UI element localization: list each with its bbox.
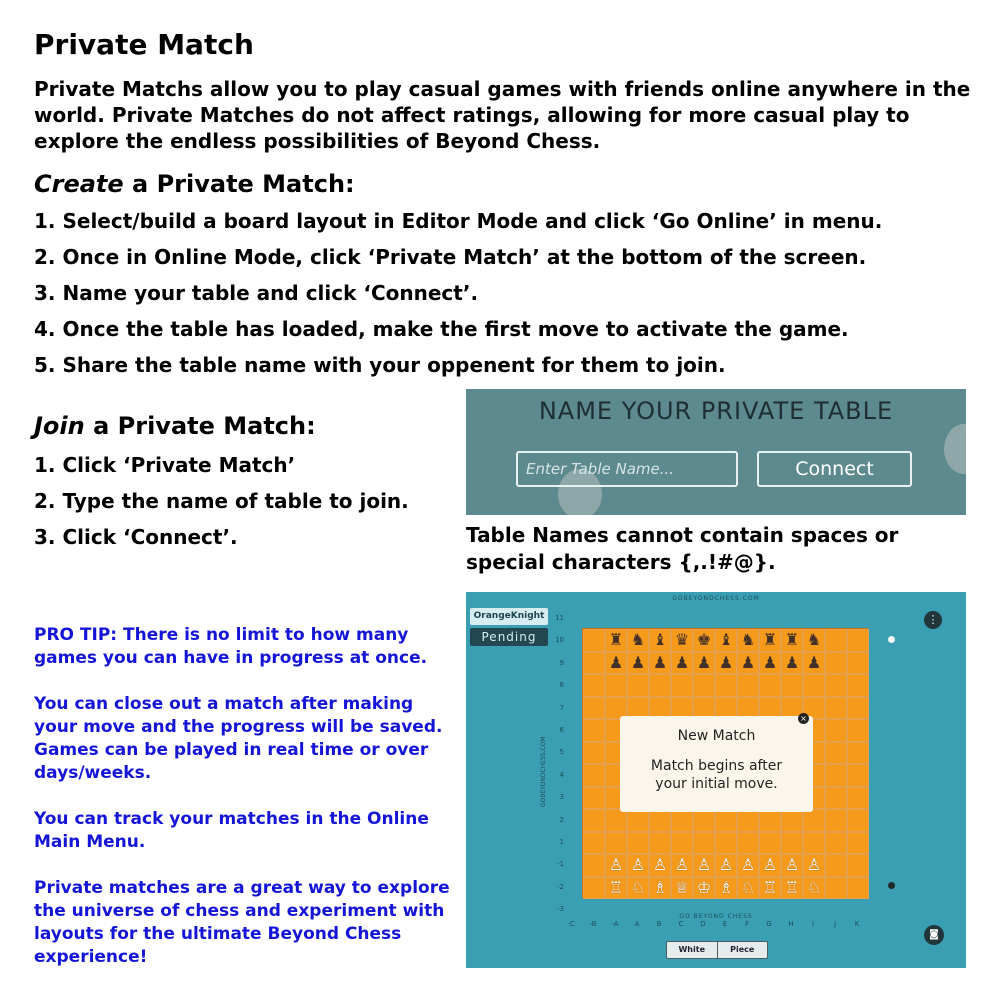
board-square[interactable] bbox=[847, 787, 869, 810]
board-square[interactable] bbox=[693, 674, 715, 697]
white-chess-piece[interactable]: ♘ bbox=[630, 877, 646, 897]
board-square[interactable] bbox=[605, 674, 627, 697]
board-square[interactable] bbox=[715, 832, 737, 855]
join-heading bbox=[34, 412, 316, 440]
black-chess-piece[interactable]: ♞ bbox=[740, 630, 756, 649]
site-watermark-left: GOBEYONDCHESS.COM bbox=[540, 736, 547, 807]
rank-label: 3 bbox=[559, 793, 564, 802]
join-heading-rest: a Private Match: bbox=[84, 412, 316, 440]
board-square[interactable] bbox=[583, 809, 605, 832]
board-square[interactable] bbox=[649, 674, 671, 697]
white-chess-piece[interactable]: ♗ bbox=[718, 877, 734, 897]
create-step: 4. Once the table has loaded, make the first move to activate the game. bbox=[34, 317, 849, 341]
rank-label: 6 bbox=[559, 726, 564, 734]
close-icon[interactable]: × bbox=[798, 713, 809, 724]
board-square[interactable] bbox=[627, 809, 649, 832]
player-name-badge: OrangeKnight bbox=[470, 608, 548, 625]
file-label: G bbox=[766, 920, 772, 928]
create-heading-em: Create bbox=[34, 170, 124, 198]
rank-label: 7 bbox=[559, 703, 564, 712]
file-label: H bbox=[788, 920, 794, 928]
board-square[interactable] bbox=[759, 832, 781, 855]
black-chess-piece[interactable]: ♛ bbox=[674, 630, 690, 649]
board-square[interactable] bbox=[803, 832, 825, 855]
view-mode-toggle bbox=[666, 941, 768, 959]
connect-button[interactable]: Connect bbox=[757, 451, 912, 487]
board-square[interactable] bbox=[583, 674, 605, 697]
file-label: C bbox=[678, 920, 684, 928]
file-label: A bbox=[634, 920, 640, 928]
file-label: -A bbox=[611, 920, 619, 928]
board-square[interactable] bbox=[847, 652, 869, 675]
board-square[interactable] bbox=[825, 764, 847, 787]
board-square[interactable] bbox=[759, 674, 781, 697]
board-square[interactable] bbox=[781, 832, 803, 855]
board-square[interactable] bbox=[847, 832, 869, 855]
board-square[interactable] bbox=[693, 832, 715, 855]
board-square[interactable] bbox=[583, 697, 605, 720]
file-label: J bbox=[833, 920, 837, 928]
board-square[interactable] bbox=[847, 742, 869, 765]
board-square[interactable] bbox=[847, 674, 869, 697]
popup-message: Match begins after your initial move. bbox=[650, 758, 783, 792]
pro-tip-paragraph: Private matches are a great way to explore the universe of chess and experiment with layouts for the ultimate Beyond Chess experience! bbox=[34, 878, 450, 967]
board-square[interactable] bbox=[693, 809, 715, 832]
board-square[interactable] bbox=[847, 697, 869, 720]
file-label: I bbox=[811, 920, 815, 928]
board-square[interactable] bbox=[583, 629, 605, 652]
rank-label: 1 bbox=[559, 838, 564, 846]
board-square[interactable] bbox=[605, 832, 627, 855]
board-square[interactable] bbox=[737, 809, 759, 832]
black-chess-piece[interactable]: ♟ bbox=[674, 652, 690, 672]
pro-tip bbox=[34, 624, 458, 992]
file-label: K bbox=[854, 920, 860, 928]
board-square[interactable] bbox=[847, 854, 869, 877]
board-square[interactable] bbox=[825, 832, 847, 855]
board-square[interactable] bbox=[825, 674, 847, 697]
white-chess-piece[interactable]: ♙ bbox=[806, 855, 822, 874]
board-square[interactable] bbox=[605, 809, 627, 832]
board-square[interactable] bbox=[781, 809, 803, 832]
board-square[interactable] bbox=[583, 832, 605, 855]
white-chess-piece[interactable]: ♙ bbox=[740, 855, 756, 874]
white-chess-piece[interactable]: ♔ bbox=[696, 877, 712, 897]
create-step: 2. Once in Online Mode, click ‘Private Match’ at the bottom of the screen. bbox=[34, 245, 867, 269]
table-name-input[interactable] bbox=[516, 451, 738, 487]
file-label: E bbox=[722, 920, 728, 928]
board-square[interactable] bbox=[759, 809, 781, 832]
board-square[interactable] bbox=[803, 809, 825, 832]
rank-label: 11 bbox=[555, 614, 564, 622]
black-chess-piece[interactable]: ♝ bbox=[718, 630, 734, 649]
board-square[interactable] bbox=[583, 652, 605, 675]
white-chess-piece[interactable]: ♖ bbox=[784, 877, 800, 897]
pro-tip-paragraph: PRO TIP: There is no limit to how many games you can have in progress at once. bbox=[34, 625, 428, 668]
black-chess-piece[interactable]: ♟ bbox=[762, 652, 778, 672]
board-square[interactable] bbox=[825, 854, 847, 877]
white-chess-piece[interactable]: ♖ bbox=[608, 877, 624, 897]
black-chess-piece[interactable]: ♜ bbox=[608, 630, 624, 649]
board-square[interactable] bbox=[627, 832, 649, 855]
white-chess-piece[interactable]: ♙ bbox=[762, 855, 778, 874]
board-square[interactable] bbox=[583, 719, 605, 742]
file-label: F bbox=[744, 920, 750, 928]
turn-indicator-dot bbox=[888, 882, 895, 889]
board-square[interactable] bbox=[583, 787, 605, 810]
board-square[interactable] bbox=[847, 809, 869, 832]
board-square[interactable] bbox=[847, 719, 869, 742]
board-square[interactable] bbox=[825, 652, 847, 675]
board-square[interactable] bbox=[715, 809, 737, 832]
black-chess-piece[interactable]: ♚ bbox=[696, 630, 712, 649]
rank-label: -3 bbox=[557, 905, 564, 914]
game-screenshot bbox=[466, 592, 966, 968]
pro-tip-paragraph: You can close out a match after making your move and the progress will be saved. Games can be played in real time or over days/weeks. bbox=[34, 694, 443, 783]
board-square[interactable] bbox=[583, 854, 605, 877]
toggle-white-button[interactable]: White bbox=[678, 945, 705, 954]
board-square[interactable] bbox=[847, 629, 869, 652]
board-square[interactable] bbox=[825, 742, 847, 765]
site-watermark-bottom: GO BEYOND CHESS bbox=[679, 913, 753, 920]
rank-label: -2 bbox=[557, 882, 564, 891]
black-chess-piece[interactable]: ♞ bbox=[806, 630, 822, 649]
create-heading bbox=[34, 170, 355, 198]
toggle-piece-button[interactable]: Piece bbox=[717, 942, 768, 958]
pro-tip-paragraph: You can track your matches in the Online Main Menu. bbox=[34, 809, 429, 852]
pawn-decoration bbox=[944, 424, 966, 474]
black-chess-piece[interactable]: ♜ bbox=[762, 630, 778, 649]
board-square[interactable] bbox=[671, 809, 693, 832]
board-square[interactable] bbox=[825, 787, 847, 810]
create-steps-list bbox=[34, 208, 882, 388]
join-step: 2. Type the name of table to join. bbox=[34, 489, 409, 513]
board-square[interactable] bbox=[825, 877, 847, 900]
board-square[interactable] bbox=[715, 674, 737, 697]
board-square[interactable] bbox=[583, 742, 605, 765]
name-table-title: NAME YOUR PRIVATE TABLE bbox=[538, 397, 894, 425]
white-chess-piece[interactable]: ♖ bbox=[762, 877, 778, 897]
join-step: 1. Click ‘Private Match’ bbox=[34, 453, 296, 477]
rank-label: -1 bbox=[557, 860, 564, 869]
board-square[interactable] bbox=[737, 832, 759, 855]
intro-text: Private Matchs allow you to play casual games with friends online anywhere in the world. Private Matches do not affect ratings, allowing for more casual play to explore the endless possibilities of Beyond Chess. bbox=[34, 77, 971, 153]
turn-indicator-dot bbox=[888, 636, 895, 643]
white-chess-piece[interactable]: ♘ bbox=[740, 877, 756, 897]
join-heading-em: Join bbox=[34, 412, 85, 440]
board-square[interactable] bbox=[825, 809, 847, 832]
white-chess-piece[interactable]: ♙ bbox=[674, 855, 690, 874]
page-title: Private Match bbox=[34, 28, 254, 61]
white-chess-piece[interactable]: ♙ bbox=[784, 855, 800, 874]
board-square[interactable] bbox=[649, 832, 671, 855]
board-square[interactable] bbox=[825, 719, 847, 742]
new-match-popup bbox=[620, 716, 813, 812]
board-square[interactable] bbox=[649, 809, 671, 832]
black-chess-piece[interactable]: ♜ bbox=[784, 630, 800, 649]
rank-label: 10 bbox=[555, 636, 564, 645]
popup-title: New Match bbox=[677, 728, 756, 744]
board-square[interactable] bbox=[671, 832, 693, 855]
rank-label: 4 bbox=[559, 770, 564, 779]
board-square[interactable] bbox=[847, 877, 869, 900]
white-chess-piece[interactable]: ♗ bbox=[652, 877, 668, 897]
rank-label: 5 bbox=[559, 748, 564, 757]
file-label: D bbox=[700, 920, 706, 928]
create-step: 5. Share the table name with your oppenent for them to join. bbox=[34, 353, 726, 377]
camera-icon[interactable]: ◙ bbox=[924, 925, 944, 945]
board-square[interactable] bbox=[847, 764, 869, 787]
black-chess-piece[interactable]: ♟ bbox=[696, 652, 712, 672]
black-chess-piece[interactable]: ♟ bbox=[718, 652, 734, 672]
table-name-note: Table Names cannot contain spaces or special characters {,.!#@}. bbox=[466, 523, 899, 574]
board-square[interactable] bbox=[583, 877, 605, 900]
board-square[interactable] bbox=[583, 764, 605, 787]
file-label: -B bbox=[589, 920, 597, 928]
white-chess-piece[interactable]: ♙ bbox=[630, 855, 646, 874]
white-chess-piece[interactable]: ♙ bbox=[608, 855, 624, 874]
black-chess-piece[interactable]: ♞ bbox=[630, 630, 646, 649]
board-square[interactable] bbox=[825, 697, 847, 720]
join-steps-list bbox=[34, 452, 409, 560]
black-chess-piece[interactable]: ♟ bbox=[608, 652, 624, 672]
board-square[interactable] bbox=[803, 674, 825, 697]
white-chess-piece[interactable]: ♘ bbox=[806, 877, 822, 897]
rank-label: 2 bbox=[559, 815, 564, 824]
black-chess-piece[interactable]: ♟ bbox=[652, 652, 668, 672]
more-menu-icon[interactable]: ⋮ bbox=[924, 611, 942, 629]
board-square[interactable] bbox=[737, 674, 759, 697]
white-chess-piece[interactable]: ♙ bbox=[696, 855, 712, 874]
black-chess-piece[interactable]: ♟ bbox=[630, 652, 646, 672]
black-chess-piece[interactable]: ♟ bbox=[806, 652, 822, 672]
board-square[interactable] bbox=[627, 674, 649, 697]
create-heading-rest: a Private Match: bbox=[123, 170, 355, 198]
black-chess-piece[interactable]: ♝ bbox=[652, 630, 668, 649]
site-watermark-top: GOBEYONDCHESS.COM bbox=[672, 595, 760, 602]
white-chess-piece[interactable]: ♙ bbox=[652, 855, 668, 874]
board-square[interactable] bbox=[825, 629, 847, 652]
join-step: 3. Click ‘Connect’. bbox=[34, 525, 238, 549]
create-step: 3. Name your table and click ‘Connect’. bbox=[34, 281, 479, 305]
file-label: B bbox=[656, 920, 662, 928]
board-square[interactable] bbox=[781, 674, 803, 697]
name-table-panel bbox=[466, 389, 966, 515]
rank-label: 8 bbox=[559, 681, 564, 690]
black-chess-piece[interactable]: ♟ bbox=[740, 652, 756, 672]
black-chess-piece[interactable]: ♟ bbox=[784, 652, 800, 672]
white-chess-piece[interactable]: ♙ bbox=[718, 855, 734, 874]
white-chess-piece[interactable]: ♕ bbox=[674, 877, 690, 897]
board-square[interactable] bbox=[671, 674, 693, 697]
file-label: -C bbox=[567, 920, 575, 928]
rank-label: 9 bbox=[559, 658, 564, 667]
player-status-badge: Pending bbox=[470, 628, 548, 646]
create-step: 1. Select/build a board layout in Editor Mode and click ‘Go Online’ in menu. bbox=[34, 209, 883, 233]
